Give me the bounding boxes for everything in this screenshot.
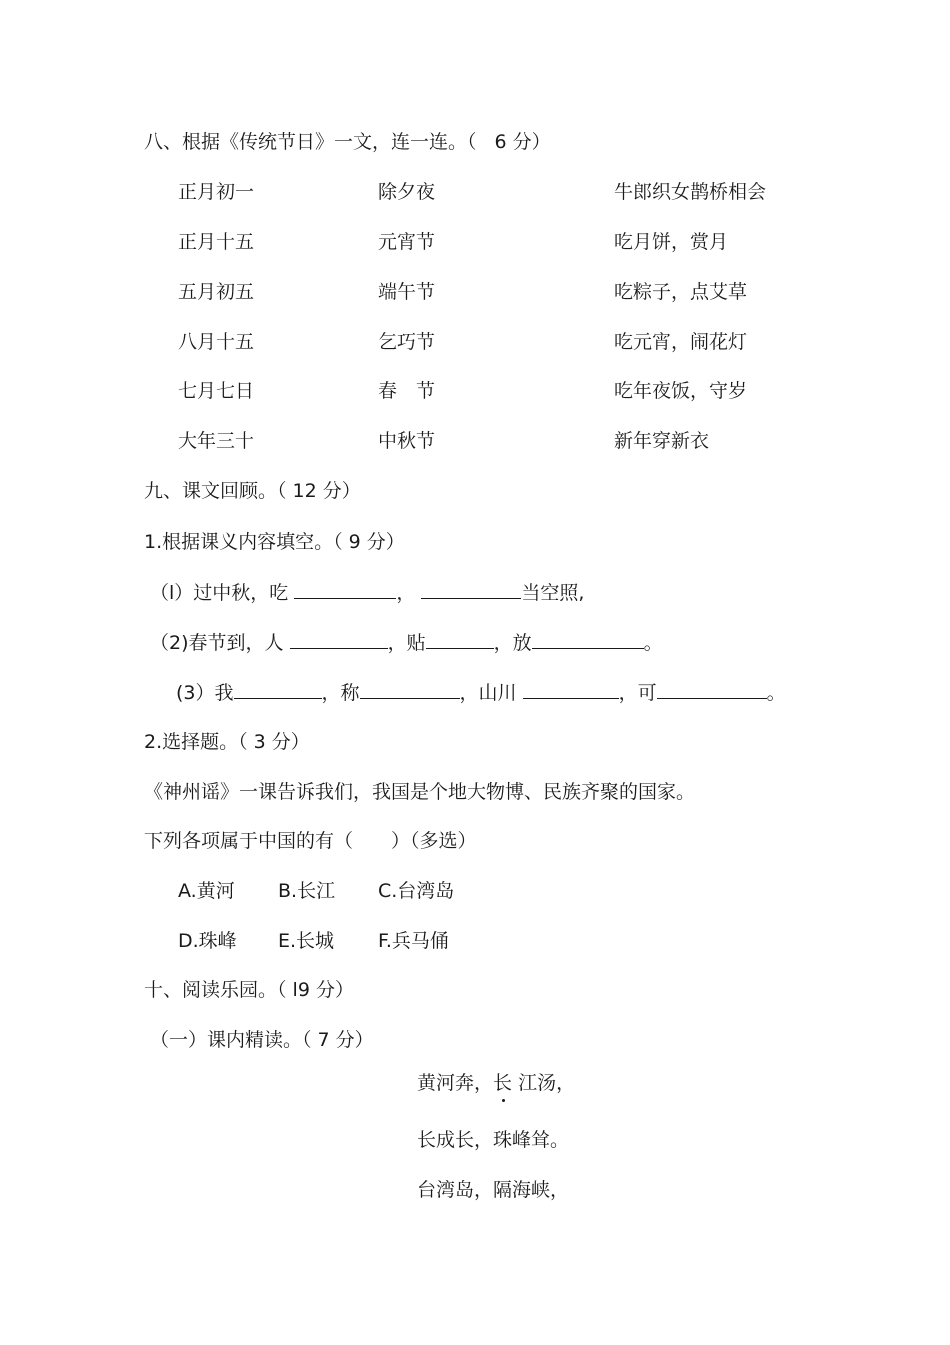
match-festival: 元宵节: [378, 231, 436, 253]
fill-text: 。: [643, 632, 663, 654]
fill-text: ，放: [493, 632, 532, 654]
answer-blank[interactable]: [294, 580, 396, 599]
poem-text: 江汤，: [512, 1072, 576, 1094]
question-2-title: 2.选择题。（ 3 分）: [144, 731, 310, 753]
option-c[interactable]: C.台湾岛: [378, 880, 455, 902]
answer-blank[interactable]: [657, 680, 767, 699]
fill-text: ，山川: [459, 682, 517, 704]
subsection-1-title: （一）课内精读。（ 7 分）: [150, 1029, 374, 1051]
match-date: 八月十五: [178, 331, 255, 353]
section-8-title-text: 八、根据《传统节日》一文，连一连。（: [144, 131, 477, 153]
poem-text: 黄河奔，: [417, 1072, 494, 1094]
fill-text: （l）过中秋，吃: [150, 582, 289, 604]
match-date: 正月十五: [178, 231, 255, 253]
section-8-title: [144, 130, 551, 154]
answer-blank[interactable]: [360, 680, 460, 699]
option-a[interactable]: A.黄河: [178, 880, 235, 902]
match-date: 正月初一: [178, 181, 255, 203]
match-festival: 乞巧节: [378, 331, 436, 353]
match-custom: 吃年夜饭，守岁: [614, 380, 748, 402]
match-date: 大年三十: [178, 430, 255, 452]
match-custom: 吃元宵，闹花灯: [614, 331, 748, 353]
answer-blank[interactable]: [532, 630, 644, 649]
answer-blank[interactable]: [234, 680, 322, 699]
option-b[interactable]: B.长江: [278, 880, 336, 902]
question-1-title: 1.根据课义内容填空。（ 9 分）: [144, 531, 405, 553]
match-festival: 春 节: [378, 380, 436, 402]
match-custom: 吃粽子，点艾草: [614, 281, 748, 303]
match-date: 七月七日: [178, 380, 255, 402]
section-9-title: 九、课文回顾。（ 12 分）: [144, 480, 361, 502]
match-date: 五月初五: [178, 281, 255, 303]
poem-line-2: 长成长，珠峰耸。: [417, 1129, 570, 1151]
fill-line-2: [150, 630, 663, 655]
fill-line-3: [176, 680, 786, 705]
option-e[interactable]: E.长城: [278, 930, 335, 952]
answer-blank[interactable]: [426, 630, 494, 649]
question-2-text: 《神州谣》一课告诉我们，我国是个地大物博、民族齐聚的国家。: [144, 781, 696, 803]
fill-text: ，可: [618, 682, 657, 704]
fill-text: （2)春节到，人: [150, 632, 284, 654]
poem-dotted-char: 长: [493, 1072, 513, 1094]
fill-line-1: [150, 580, 584, 605]
option-f[interactable]: F.兵马俑: [378, 930, 449, 952]
fill-text: 当空照,: [521, 582, 585, 604]
fill-text: ，: [396, 582, 416, 604]
fill-text: 。: [766, 682, 786, 704]
match-festival: 除夕夜: [378, 181, 436, 203]
answer-blank[interactable]: [523, 680, 619, 699]
match-custom: 新年穿新衣: [614, 430, 710, 452]
fill-text: ，称: [321, 682, 360, 704]
question-2-prompt: 下列各项属于中国的有（ ）（多选）: [144, 830, 477, 852]
option-d[interactable]: D.珠峰: [178, 930, 237, 952]
fill-text: (3）我: [176, 682, 234, 704]
fill-text: ，贴: [387, 632, 426, 654]
match-festival: 端午节: [378, 281, 436, 303]
poem-line-1: [417, 1071, 575, 1095]
match-custom: 牛郎织女鹊桥相会: [614, 181, 767, 203]
answer-blank[interactable]: [421, 580, 521, 599]
section-10-title: 十、阅读乐园。（ l9 分）: [144, 979, 354, 1001]
poem-line-3: 台湾岛，隔海峡，: [417, 1179, 570, 1201]
section-8-score: 6 分）: [494, 131, 551, 153]
match-custom: 吃月饼，赏月: [614, 231, 729, 253]
match-festival: 中秋节: [378, 430, 436, 452]
answer-blank[interactable]: [290, 630, 388, 649]
